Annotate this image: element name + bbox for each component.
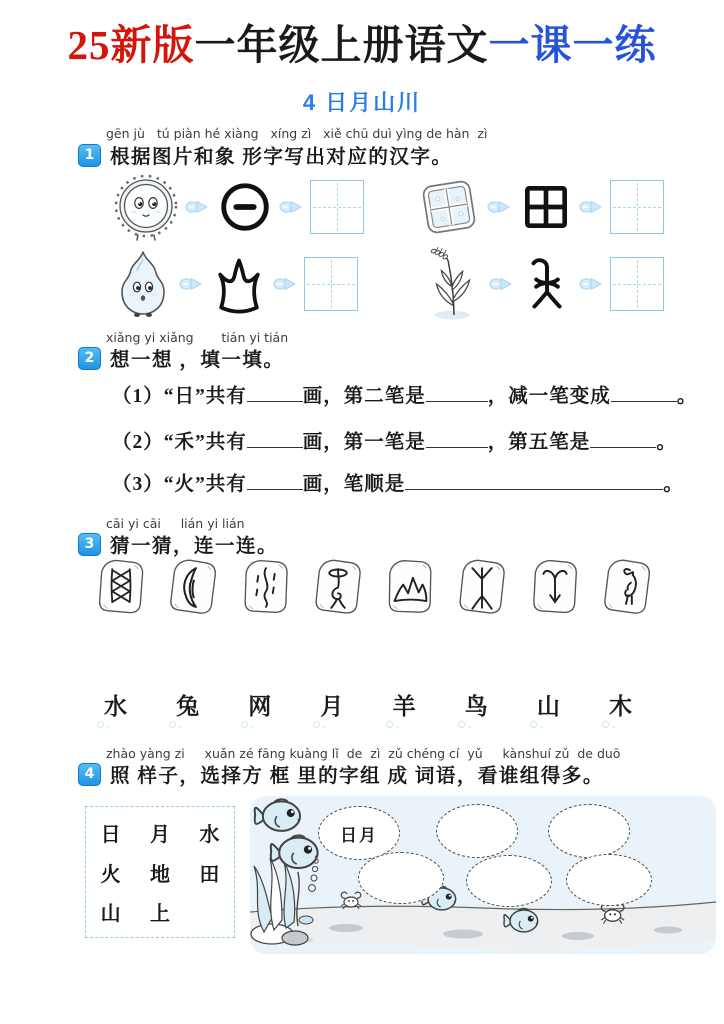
q3-text: 猜一猜，连一连。 [110,536,279,557]
sun-oracle-icon [216,178,274,236]
arrow-icon [579,275,605,293]
title-series: 一课一练 [488,22,657,68]
item-text: 。 [676,386,698,407]
box-char: 地 [149,863,170,886]
q1-group-fire [112,247,358,321]
flame-cartoon-icon [112,247,174,321]
example-word: 日月 [340,825,378,845]
stone-rabbit-oracle-icon[interactable] [309,556,367,619]
match-char[interactable]: 水 [104,688,127,721]
q3-oracle-stones [92,556,656,619]
stone-bird-oracle-icon[interactable] [598,556,656,619]
stone-water-oracle-icon[interactable] [237,556,295,619]
q2-header [78,344,284,372]
arrow-icon [179,275,205,293]
match-char[interactable]: 网 [248,688,271,721]
item-text: 画，笔顺是 [302,474,406,495]
stone-sheep-oracle-icon[interactable] [526,556,584,619]
arrow-icon [579,198,605,216]
item-label: （3） [112,474,164,495]
word-oval-blank[interactable] [436,804,518,858]
lesson-title: 4 日月山川 [302,90,422,115]
q2-item-2 [112,426,692,454]
fill-blank[interactable] [247,431,303,448]
fill-blank[interactable] [405,473,663,490]
box-char: 月 [149,823,170,846]
stone-net-oracle-icon[interactable] [92,556,150,619]
item-text: 。 [656,432,677,453]
rice-plant-icon [422,245,484,323]
word-oval-example [318,806,400,860]
word-oval-blank[interactable] [358,852,444,904]
title-grade: 一年级上册语文 [194,22,489,68]
match-char[interactable]: 月 [320,688,343,721]
fill-blank[interactable] [426,431,488,448]
q2-number-badge: 2 [78,347,101,370]
word-oval-blank[interactable] [566,854,652,906]
fire-oracle-icon [210,253,268,315]
q4-text: 照 样子，选择方 框 里的字组 成 词语，看谁组得多。 [110,766,604,787]
item-text: 画，第一笔是 [302,432,426,453]
fill-blank[interactable] [590,431,656,448]
item-text: 画，第二笔是 [302,386,426,407]
item-text: “日”共有 [163,386,247,407]
q1-header [78,141,452,169]
item-text: ，减一笔变成 [487,386,611,407]
word-oval-blank[interactable] [548,804,630,858]
match-char[interactable]: 山 [537,688,560,721]
q1-group-sun [112,171,364,243]
arrow-icon [279,198,305,216]
q4-pinyin: zhào yàng zi xuǎn zé fāng kuàng lǐ de zì zǔ chéng cí yǔ kànshuí zǔ de duō [106,746,621,761]
arrow-icon [489,275,515,293]
stone-wood-oracle-icon[interactable] [453,556,511,619]
fill-blank[interactable] [611,385,677,402]
q1-number-badge: 1 [78,144,101,167]
field-oracle-icon [518,179,574,235]
word-oval-blank[interactable] [466,855,552,907]
q2-item-1 [112,380,698,408]
q1-row-1 [112,168,664,245]
box-char: 火 [100,863,121,886]
item-label: （1） [112,386,164,407]
item-text: “火”共有 [163,474,247,495]
q1-text: 根据图片和象 形字写出对应的汉字。 [110,147,453,168]
arrow-icon [185,198,211,216]
q1-picture-rows [112,168,664,322]
q1-pinyin: gēn jù tú piàn hé xiàng xíng zì xiě chū duì yìng de hàn zì [106,126,488,141]
q1-writing-grid-fire[interactable] [304,257,358,311]
match-char[interactable]: 鸟 [465,688,488,721]
q1-row-2 [112,245,664,322]
q2-pinyin: xiǎng yi xiǎng tián yi tián [106,330,289,345]
box-char: 水 [199,823,220,846]
fill-blank[interactable] [247,473,303,490]
grain-oracle-icon [520,253,574,315]
fill-blank[interactable] [247,385,303,402]
arrow-icon [273,275,299,293]
q3-header [78,530,278,558]
stone-moon-oracle-icon[interactable] [164,556,222,619]
q2-text: 想一想 ，填一填。 [110,350,285,371]
q1-writing-grid-sun[interactable] [310,180,364,234]
fill-blank[interactable] [426,385,488,402]
arrow-icon [487,198,513,216]
q1-writing-grid-field[interactable] [610,180,664,234]
title-edition: 25新版 [67,22,195,68]
q3-number-badge: 3 [78,533,101,556]
q3-pinyin: cāi yi cāi lián yi lián [106,516,245,531]
match-char[interactable]: 兔 [176,688,199,721]
q2-item-3 [112,468,692,496]
item-text: “禾”共有 [163,432,247,453]
box-char: 田 [199,863,220,886]
q4-number-badge: 4 [78,763,101,786]
q1-writing-grid-grain[interactable] [610,257,664,311]
item-text: 。 [663,474,684,495]
box-char: 日 [100,823,121,846]
window-cartoon-icon [416,175,482,239]
q1-group-grain [422,245,664,323]
q4-character-box [85,806,235,938]
item-label: （2） [112,432,164,453]
box-char: 山 [100,903,121,926]
box-char: 上 [149,903,170,926]
q4-header [78,760,604,788]
stone-mountain-oracle-icon[interactable] [381,556,439,619]
item-text: ，第五笔是 [487,432,591,453]
page-title [0,12,724,71]
q1-group-field [416,175,664,239]
q3-character-row [104,688,632,721]
match-char[interactable]: 木 [609,688,632,721]
sun-cartoon-icon [112,171,180,243]
match-char[interactable]: 羊 [393,688,416,721]
